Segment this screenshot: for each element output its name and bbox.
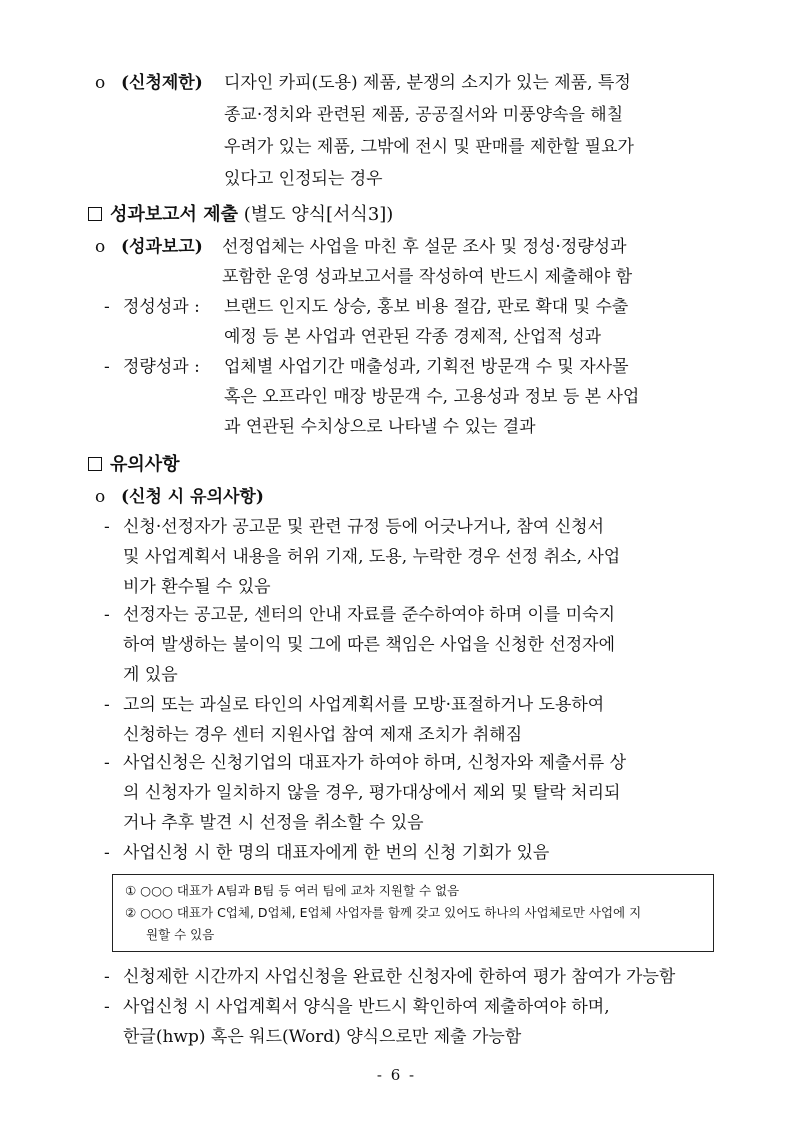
notice-item-1-line-3: 비가 환수될 수 있음 <box>123 577 271 597</box>
notice-item-4-line-1: 사업신청은 신청기업의 대표자가 하여야 하며, 신청자와 제출서류 상 <box>123 753 627 773</box>
notice-item-2-line-2: 하여 발생하는 불이익 및 그에 따른 책임은 사업을 신청한 선정자에 <box>123 635 616 655</box>
quantitative-line-1: 업체별 사업기간 매출성과, 기획전 방문객 수 및 자사몰 <box>224 357 629 377</box>
notice-item-3-line-1: 고의 또는 과실로 타인의 사업계획서를 모방·표절하거나 도용하여 <box>123 695 605 715</box>
report-item-line-2: 포함한 운영 성과보고서를 작성하여 반드시 제출해야 함 <box>222 267 633 287</box>
notice-item-2-line-1: 선정자는 공고문, 센터의 안내 자료를 준수하여야 하며 이를 미숙지 <box>123 605 616 625</box>
qualitative-line-1: 브랜드 인지도 상승, 홍보 비용 절감, 판로 확대 및 수출 <box>224 297 629 317</box>
notice-item-4-line-3: 거나 추후 발견 시 선정을 취소할 수 있음 <box>123 813 424 833</box>
restrict-line-4: 있다고 인정되는 경우 <box>224 169 383 189</box>
notice-item-1-line-2: 및 사업계획서 내용을 허위 기재, 도용, 누락한 경우 선정 취소, 사업 <box>123 547 621 567</box>
restrict-line-3: 우려가 있는 제품, 그밖에 전시 및 판매를 제한할 필요가 <box>224 137 634 157</box>
page-number: - 6 - <box>376 1066 417 1084</box>
report-item-bullet: o <box>95 237 106 257</box>
notice-item-dash: - <box>104 753 110 773</box>
report-section-heading <box>88 200 393 230</box>
report-item-line-1: 선정업체는 사업을 마친 후 설문 조사 및 정성·정량성과 <box>222 237 627 257</box>
quantitative-line-3: 과 연관된 수치상으로 나타낼 수 있는 결과 <box>224 417 536 437</box>
example-note-box <box>112 874 714 952</box>
report-item-label: (성과보고) <box>121 237 203 257</box>
notice-item-dash: - <box>104 967 110 987</box>
notice-item-1-line-1: 신청·선정자가 공고문 및 관련 규정 등에 어긋나거나, 참여 신청서 <box>123 517 605 537</box>
example-line-1: ① ○○○ 대표가 A팀과 B팀 등 여러 팀에 교차 지원할 수 없음 <box>125 883 460 898</box>
notice-item-2-line-3: 게 있음 <box>123 665 178 685</box>
example-line-2: ② ○○○ 대표가 C업체, D업체, E업체 사업자를 함께 갖고 있어도 하나의 사업체로만 사업에 지 <box>125 905 642 920</box>
qualitative-dash: - <box>104 297 110 317</box>
quantitative-line-2: 혹은 오프라인 매장 방문객 수, 고용성과 정보 등 본 사업 <box>224 387 640 407</box>
notice-item-dash: - <box>104 605 110 625</box>
notice-item-dash: - <box>104 695 110 715</box>
quantitative-label: 정량성과 : <box>123 357 200 377</box>
notice-item-7-line-1: 사업신청 시 사업계획서 양식을 반드시 확인하여 제출하여야 하며, <box>123 997 610 1017</box>
notice-item-dash: - <box>104 517 110 537</box>
notice-item-5-line-1: 사업신청 시 한 명의 대표자에게 한 번의 신청 기회가 있음 <box>123 843 550 863</box>
qualitative-line-2: 예정 등 본 사업과 연관된 각종 경제적, 산업적 성과 <box>224 327 602 347</box>
report-section-title: 성과보고서 제출 <box>110 204 238 225</box>
notice-section-title: 유의사항 <box>110 454 180 475</box>
notice-sub-label: (신청 시 유의사항) <box>121 487 264 507</box>
checkbox-square-icon <box>88 207 102 221</box>
notice-section-heading <box>88 450 180 480</box>
notice-item-dash: - <box>104 843 110 863</box>
checkbox-square-icon <box>88 457 102 471</box>
example-line-3: 원할 수 있음 <box>146 927 215 942</box>
notice-item-3-line-2: 신청하는 경우 센터 지원사업 참여 제재 조치가 취해짐 <box>123 725 523 745</box>
restrict-bullet: o <box>95 73 106 93</box>
quantitative-dash: - <box>104 357 110 377</box>
report-section-title-suffix: (별도 양식[서식3]) <box>243 204 394 225</box>
notice-sub-bullet: o <box>95 487 106 507</box>
qualitative-label: 정성성과 : <box>123 297 200 317</box>
restrict-line-2: 종교·정치와 관련된 제품, 공공질서와 미풍양속을 해칠 <box>224 105 624 125</box>
notice-item-4-line-2: 의 신청자가 일치하지 않을 경우, 평가대상에서 제외 및 탈락 처리되 <box>123 783 621 803</box>
notice-item-dash: - <box>104 997 110 1017</box>
notice-item-7-line-2: 한글(hwp) 혹은 워드(Word) 양식으로만 제출 가능함 <box>123 1027 522 1047</box>
restrict-label: (신청제한) <box>121 73 203 93</box>
restrict-line-1: 디자인 카피(도용) 제품, 분쟁의 소지가 있는 제품, 특정 <box>224 73 631 93</box>
notice-item-6-line-1: 신청제한 시간까지 사업신청을 완료한 신청자에 한하여 평가 참여가 가능함 <box>123 967 676 987</box>
